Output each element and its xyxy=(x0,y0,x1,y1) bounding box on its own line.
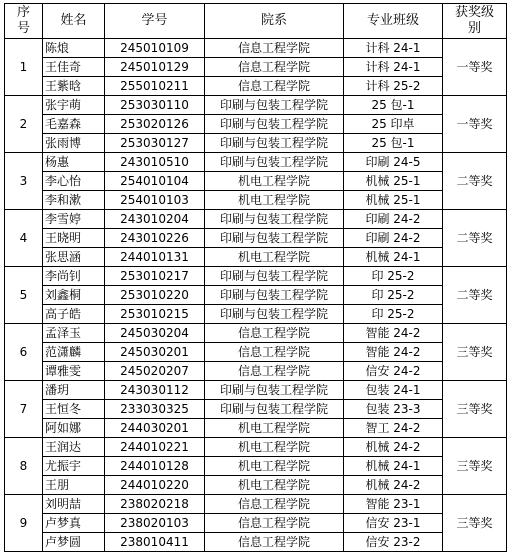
name-cell: 刘鑫桐 xyxy=(43,286,105,305)
student-id-cell: 253010217 xyxy=(105,267,205,286)
dept-cell: 机电工程学院 xyxy=(205,191,344,210)
student-id-cell: 245010109 xyxy=(105,39,205,58)
header-name: 姓名 xyxy=(43,4,105,39)
major-cell: 印 25-2 xyxy=(344,267,443,286)
seq-cell: 4 xyxy=(5,210,43,267)
major-cell: 计科 25-2 xyxy=(344,77,443,96)
name-cell: 高子皓 xyxy=(43,305,105,324)
header-row xyxy=(5,4,507,39)
award-cell: 一等奖 xyxy=(443,39,507,96)
table-row xyxy=(5,514,507,533)
table-row xyxy=(5,305,507,324)
name-cell: 潘玥 xyxy=(43,381,105,400)
dept-cell: 信息工程学院 xyxy=(205,39,344,58)
seq-cell: 7 xyxy=(5,381,43,438)
name-cell: 王润达 xyxy=(43,438,105,457)
student-id-cell: 243030112 xyxy=(105,381,205,400)
table-row xyxy=(5,115,507,134)
dept-cell: 信息工程学院 xyxy=(205,58,344,77)
major-cell: 智能 24-2 xyxy=(344,324,443,343)
major-cell: 机械 25-1 xyxy=(344,172,443,191)
award-table-container xyxy=(4,3,507,552)
dept-cell: 印刷与包装工程学院 xyxy=(205,229,344,248)
dept-cell: 信息工程学院 xyxy=(205,324,344,343)
dept-cell: 印刷与包装工程学院 xyxy=(205,286,344,305)
student-id-cell: 253010215 xyxy=(105,305,205,324)
student-id-cell: 254010104 xyxy=(105,172,205,191)
student-id-cell: 245020207 xyxy=(105,362,205,381)
major-cell: 印刷 24-5 xyxy=(344,153,443,172)
award-cell: 二等奖 xyxy=(443,210,507,267)
student-id-cell: 233030325 xyxy=(105,400,205,419)
major-cell: 智能 23-1 xyxy=(344,495,443,514)
award-cell: 二等奖 xyxy=(443,153,507,210)
name-cell: 卢梦真 xyxy=(43,514,105,533)
name-cell: 杨惠 xyxy=(43,153,105,172)
header-award: 获奖级别 xyxy=(443,4,507,39)
name-cell: 陈烺 xyxy=(43,39,105,58)
table-row xyxy=(5,210,507,229)
header-major: 专业班级 xyxy=(344,4,443,39)
name-cell: 谭雅雯 xyxy=(43,362,105,381)
table-row xyxy=(5,419,507,438)
name-cell: 王朋 xyxy=(43,476,105,495)
dept-cell: 印刷与包装工程学院 xyxy=(205,134,344,153)
award-cell: 三等奖 xyxy=(443,381,507,438)
dept-cell: 信息工程学院 xyxy=(205,362,344,381)
major-cell: 信安 23-1 xyxy=(344,514,443,533)
student-id-cell: 238020103 xyxy=(105,514,205,533)
dept-cell: 机电工程学院 xyxy=(205,457,344,476)
name-cell: 张宇萌 xyxy=(43,96,105,115)
table-row xyxy=(5,400,507,419)
seq-cell: 9 xyxy=(5,495,43,552)
major-cell: 印刷 24-2 xyxy=(344,229,443,248)
student-id-cell: 253030110 xyxy=(105,96,205,115)
dept-cell: 印刷与包装工程学院 xyxy=(205,381,344,400)
table-row xyxy=(5,153,507,172)
award-cell: 一等奖 xyxy=(443,96,507,153)
name-cell: 毛嘉森 xyxy=(43,115,105,134)
table-row xyxy=(5,134,507,153)
table-row xyxy=(5,267,507,286)
dept-cell: 印刷与包装工程学院 xyxy=(205,210,344,229)
table-row xyxy=(5,476,507,495)
award-cell: 三等奖 xyxy=(443,324,507,381)
name-cell: 李心怡 xyxy=(43,172,105,191)
major-cell: 印 25-2 xyxy=(344,305,443,324)
table-row xyxy=(5,77,507,96)
table-row xyxy=(5,324,507,343)
header-seq: 序号 xyxy=(5,4,43,39)
student-id-cell: 245030201 xyxy=(105,343,205,362)
name-cell: 李尚钊 xyxy=(43,267,105,286)
name-cell: 张思涵 xyxy=(43,248,105,267)
table-row xyxy=(5,39,507,58)
dept-cell: 印刷与包装工程学院 xyxy=(205,400,344,419)
header-dept: 院系 xyxy=(205,4,344,39)
student-id-cell: 244010221 xyxy=(105,438,205,457)
dept-cell: 机电工程学院 xyxy=(205,248,344,267)
student-id-cell: 253010220 xyxy=(105,286,205,305)
dept-cell: 机电工程学院 xyxy=(205,172,344,191)
name-cell: 李和漱 xyxy=(43,191,105,210)
award-table xyxy=(4,3,507,552)
name-cell: 尤振宇 xyxy=(43,457,105,476)
major-cell: 计科 24-1 xyxy=(344,58,443,77)
name-cell: 王恒冬 xyxy=(43,400,105,419)
name-cell: 卢梦圆 xyxy=(43,533,105,552)
dept-cell: 印刷与包装工程学院 xyxy=(205,115,344,134)
dept-cell: 信息工程学院 xyxy=(205,77,344,96)
dept-cell: 印刷与包装工程学院 xyxy=(205,267,344,286)
dept-cell: 机电工程学院 xyxy=(205,419,344,438)
table-row xyxy=(5,58,507,77)
dept-cell: 信息工程学院 xyxy=(205,495,344,514)
major-cell: 包装 24-1 xyxy=(344,381,443,400)
seq-cell: 3 xyxy=(5,153,43,210)
major-cell: 机械 25-1 xyxy=(344,191,443,210)
major-cell: 25 包-1 xyxy=(344,134,443,153)
student-id-cell: 238020218 xyxy=(105,495,205,514)
table-row xyxy=(5,172,507,191)
name-cell: 王晓明 xyxy=(43,229,105,248)
award-cell: 三等奖 xyxy=(443,438,507,495)
student-id-cell: 243010204 xyxy=(105,210,205,229)
student-id-cell: 245010129 xyxy=(105,58,205,77)
dept-cell: 机电工程学院 xyxy=(205,476,344,495)
name-cell: 张雨博 xyxy=(43,134,105,153)
major-cell: 机械 24-1 xyxy=(344,457,443,476)
dept-cell: 印刷与包装工程学院 xyxy=(205,305,344,324)
major-cell: 智能 24-2 xyxy=(344,343,443,362)
student-id-cell: 243010510 xyxy=(105,153,205,172)
student-id-cell: 243010226 xyxy=(105,229,205,248)
major-cell: 计科 24-1 xyxy=(344,39,443,58)
student-id-cell: 245030204 xyxy=(105,324,205,343)
seq-cell: 1 xyxy=(5,39,43,96)
name-cell: 阿如娜 xyxy=(43,419,105,438)
table-row xyxy=(5,533,507,552)
table-row xyxy=(5,191,507,210)
student-id-cell: 254010103 xyxy=(105,191,205,210)
table-row xyxy=(5,286,507,305)
student-id-cell: 244010128 xyxy=(105,457,205,476)
award-cell: 三等奖 xyxy=(443,495,507,552)
table-row xyxy=(5,229,507,248)
name-cell: 王佳奇 xyxy=(43,58,105,77)
name-cell: 孟泽玉 xyxy=(43,324,105,343)
student-id-cell: 253030127 xyxy=(105,134,205,153)
student-id-cell: 255010211 xyxy=(105,77,205,96)
dept-cell: 机电工程学院 xyxy=(205,438,344,457)
table-row xyxy=(5,343,507,362)
major-cell: 信安 24-2 xyxy=(344,362,443,381)
table-row xyxy=(5,96,507,115)
name-cell: 李雪婷 xyxy=(43,210,105,229)
major-cell: 机械 24-2 xyxy=(344,476,443,495)
major-cell: 印刷 24-2 xyxy=(344,210,443,229)
student-id-cell: 244010220 xyxy=(105,476,205,495)
student-id-cell: 244030201 xyxy=(105,419,205,438)
name-cell: 王紫晗 xyxy=(43,77,105,96)
student-id-cell: 253020126 xyxy=(105,115,205,134)
major-cell: 机械 24-2 xyxy=(344,438,443,457)
major-cell: 25 印卓 xyxy=(344,115,443,134)
table-row xyxy=(5,438,507,457)
seq-cell: 5 xyxy=(5,267,43,324)
major-cell: 包装 23-3 xyxy=(344,400,443,419)
seq-cell: 6 xyxy=(5,324,43,381)
dept-cell: 印刷与包装工程学院 xyxy=(205,153,344,172)
table-row xyxy=(5,248,507,267)
name-cell: 刘明喆 xyxy=(43,495,105,514)
major-cell: 机械 24-1 xyxy=(344,248,443,267)
award-cell: 二等奖 xyxy=(443,267,507,324)
table-row xyxy=(5,457,507,476)
table-body xyxy=(5,39,507,552)
dept-cell: 信息工程学院 xyxy=(205,343,344,362)
dept-cell: 印刷与包装工程学院 xyxy=(205,96,344,115)
header-id: 学号 xyxy=(105,4,205,39)
table-row xyxy=(5,495,507,514)
student-id-cell: 244010131 xyxy=(105,248,205,267)
dept-cell: 信息工程学院 xyxy=(205,533,344,552)
table-row xyxy=(5,381,507,400)
major-cell: 印 25-2 xyxy=(344,286,443,305)
seq-cell: 2 xyxy=(5,96,43,153)
table-row xyxy=(5,362,507,381)
student-id-cell: 238010411 xyxy=(105,533,205,552)
name-cell: 范潇麟 xyxy=(43,343,105,362)
seq-cell: 8 xyxy=(5,438,43,495)
major-cell: 信安 23-2 xyxy=(344,533,443,552)
major-cell: 25 包-1 xyxy=(344,96,443,115)
major-cell: 智工 24-2 xyxy=(344,419,443,438)
dept-cell: 信息工程学院 xyxy=(205,514,344,533)
